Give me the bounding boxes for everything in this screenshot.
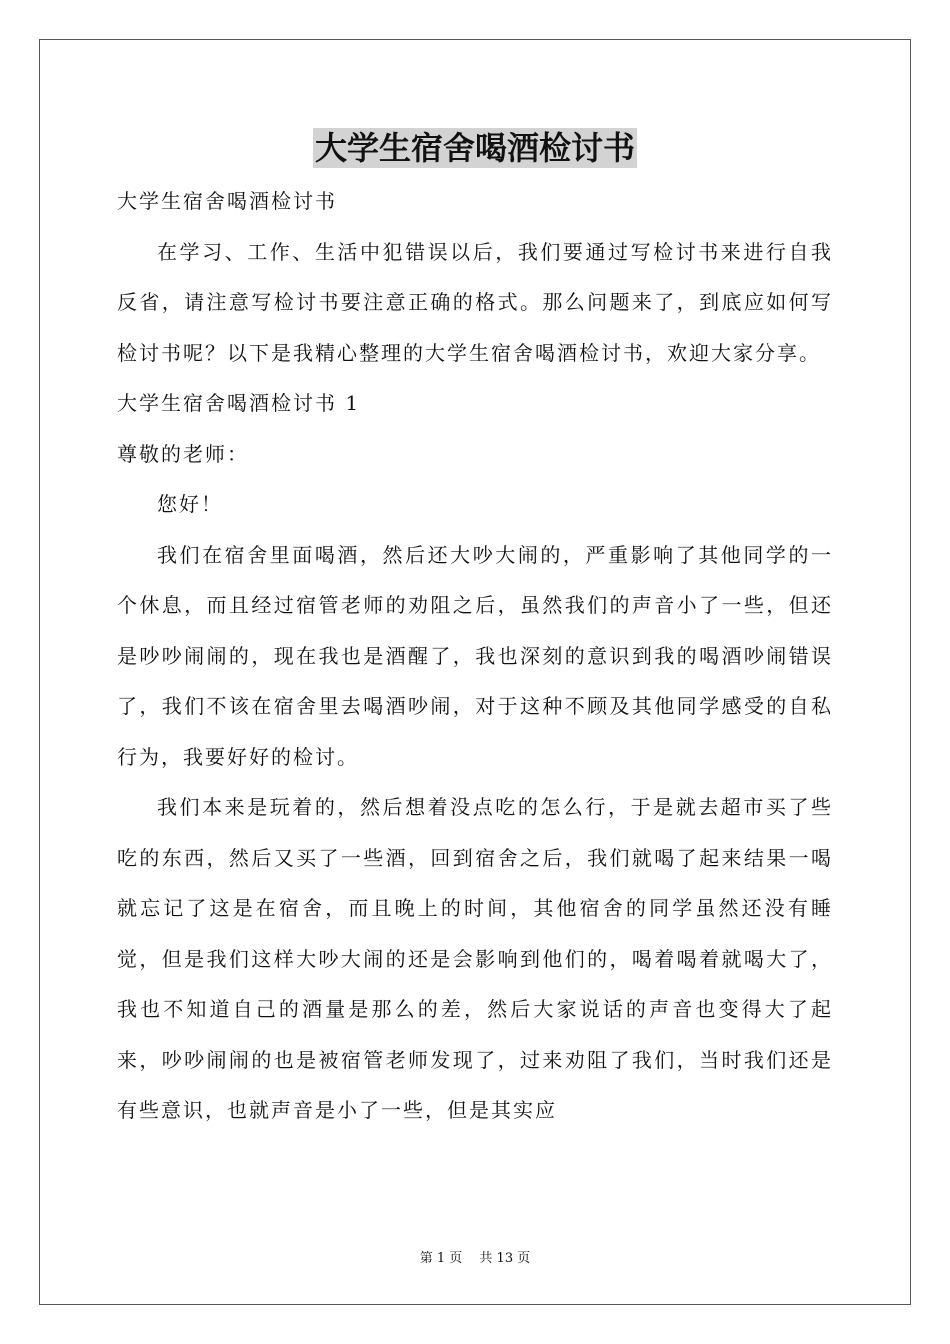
- paragraph-intro: 在学习、工作、生活中犯错误以后，我们要通过写检讨书来进行自我反省，请注意写检讨书要注意正确的格式。那么问题来了，到底应如何写检讨书呢？以下是我精心整理的大学生宿舍喝酒检讨书，欢迎大家分享。: [117, 239, 833, 365]
- document-title-wrap: [0, 128, 950, 168]
- paragraph-section-heading: 大学生宿舍喝酒检讨书 1: [117, 391, 361, 415]
- paragraph-body-2: 我们本来是玩着的，然后想着没点吃的怎么行，于是就去超市买了些吃的东西，然后又买了一些酒，回到宿舍之后，我们就喝了起来结果一喝就忘记了这是在宿舍，而且晚上的时间，其他宿舍的同学虽然还没有睡觉，但是我们这样大吵大闹的还是会影响到他们的，喝着喝着就喝大了，我也不知道自己的酒量是那么的差，然后大家说话的声音也变得大了起来，吵吵闹闹的也是被宿管老师发现了，过来劝阻了我们，当时我们还是有些意识，也就声音是小了一些，但是其实应: [117, 795, 833, 1122]
- page-number-label: 第 1 页 共 13 页: [419, 1251, 531, 1266]
- paragraph-body-1: 我们在宿舍里面喝酒，然后还大吵大闹的，严重影响了其他同学的一个休息，而且经过宿管老师的劝阻之后，虽然我们的声音小了一些，但还是吵吵闹闹的，现在我也是酒醒了，我也深刻的意识到我的喝酒吵闹错误了，我们不该在宿舍里去喝酒吵闹，对于这种不顾及其他同学感受的自私行为，我要好好的检讨。: [117, 542, 833, 769]
- document-body: [117, 176, 833, 1136]
- document-title: 大学生宿舍喝酒检讨书: [314, 129, 635, 167]
- page-footer: [0, 1247, 950, 1266]
- paragraph-salutation: 尊敬的老师：: [117, 441, 249, 466]
- paragraph-greeting: 您好！: [157, 492, 223, 516]
- paragraph-subtitle: 大学生宿舍喝酒检讨书: [117, 189, 337, 213]
